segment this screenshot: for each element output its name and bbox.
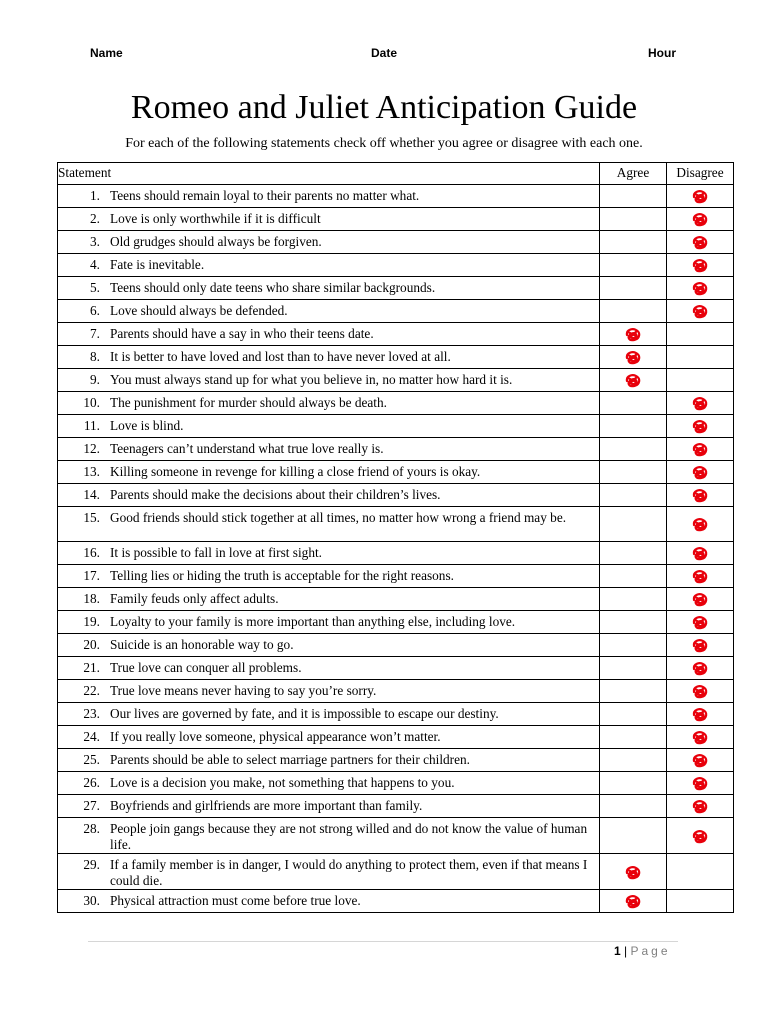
table-row [58, 703, 734, 726]
agree-checkbox-cell[interactable] [600, 726, 667, 749]
check-mark-scribble-icon [692, 443, 708, 456]
statement-number: 26. [83, 775, 100, 790]
agree-column-header: Agree [600, 163, 667, 185]
disagree-checkbox-cell[interactable] [667, 438, 734, 461]
statement-number: 18. [83, 591, 100, 606]
statement-text: Love is a decision you make, not something that happens to you. [110, 775, 455, 790]
statement-text: Suicide is an honorable way to go. [110, 637, 294, 652]
table-row [58, 818, 734, 854]
disagree-checkbox-cell[interactable] [667, 185, 734, 208]
table-row [58, 277, 734, 300]
disagree-checkbox-cell[interactable] [667, 890, 734, 913]
statement-number: 27. [83, 798, 100, 813]
agree-checkbox-cell[interactable] [600, 634, 667, 657]
statement-number: 2. [90, 211, 100, 226]
statement-text: Parents should have a say in who their teens date. [110, 326, 374, 341]
name-label: Name [90, 46, 123, 60]
statement-text: It is possible to fall in love at first sight. [110, 545, 322, 560]
statement-text: Old grudges should always be forgiven. [110, 234, 322, 249]
footer-separator: | [624, 944, 628, 958]
disagree-checkbox-cell[interactable] [667, 300, 734, 323]
statement-number: 1. [90, 188, 100, 203]
statement-number: 24. [83, 729, 100, 744]
table-row [58, 208, 734, 231]
statement-number: 6. [90, 303, 100, 318]
page-title: Romeo and Juliet Anticipation Guide [130, 89, 638, 126]
statement-number: 12. [83, 441, 100, 456]
statement-text: You must always stand up for what you believe in, no matter how hard it is. [110, 372, 513, 387]
statement-cell [58, 231, 600, 254]
table-row [58, 611, 734, 634]
check-mark-scribble-icon [692, 305, 708, 318]
check-mark-scribble-icon [692, 489, 708, 502]
check-mark-scribble-icon [692, 259, 708, 272]
statement-number: 21. [83, 660, 100, 675]
table-row [58, 588, 734, 611]
statement-cell [58, 772, 600, 795]
statement-text: Teenagers can’t understand what true love really is. [110, 441, 384, 456]
agree-checkbox-cell[interactable] [600, 277, 667, 300]
check-mark-scribble-icon [692, 397, 708, 410]
check-mark-scribble-icon [692, 662, 708, 675]
statement-number: 10. [83, 395, 100, 410]
table-row [58, 657, 734, 680]
table-row [58, 254, 734, 277]
statement-number: 14. [83, 487, 100, 502]
table-row [58, 890, 734, 913]
statement-text: People join gangs because they are not strong willed and do not know the value of human life. [110, 821, 588, 852]
statement-text: Parents should make the decisions about their children’s lives. [110, 487, 441, 502]
statement-text: Good friends should stick together at all times, no matter how wrong a friend may be. [110, 510, 567, 525]
table-row [58, 392, 734, 415]
statement-number: 25. [83, 752, 100, 767]
table-row [58, 323, 734, 346]
header-row [0, 46, 768, 64]
statement-cell [58, 185, 600, 208]
agree-checkbox-cell[interactable] [600, 749, 667, 772]
check-mark-scribble-icon [692, 616, 708, 629]
statement-cell [58, 565, 600, 588]
statement-cell [58, 323, 600, 346]
statement-number: 23. [83, 706, 100, 721]
agree-checkbox-cell[interactable] [600, 392, 667, 415]
table-row [58, 542, 734, 565]
table-row [58, 507, 734, 542]
disagree-checkbox-cell[interactable] [667, 772, 734, 795]
agree-checkbox-cell[interactable] [600, 657, 667, 680]
table-header-row [58, 163, 734, 185]
statement-cell [58, 415, 600, 438]
statement-cell [58, 461, 600, 484]
statement-number: 30. [83, 893, 100, 908]
statement-cell [58, 890, 600, 913]
table-row [58, 438, 734, 461]
date-label: Date [371, 46, 398, 60]
statement-cell [58, 392, 600, 415]
table-row [58, 749, 734, 772]
table-row [58, 634, 734, 657]
statement-text: The punishment for murder should always be death. [110, 395, 387, 410]
statement-number: 8. [90, 349, 100, 364]
statement-text: True love can conquer all problems. [110, 660, 302, 675]
agree-checkbox-cell[interactable] [600, 703, 667, 726]
disagree-checkbox-cell[interactable] [667, 680, 734, 703]
check-mark-scribble-icon [692, 213, 708, 226]
check-mark-scribble-icon [692, 754, 708, 767]
statement-text: Love is only worthwhile if it is difficult [110, 211, 321, 226]
agree-checkbox-cell[interactable] [600, 611, 667, 634]
statement-cell [58, 749, 600, 772]
table-row [58, 369, 734, 392]
statement-cell [58, 726, 600, 749]
statement-cell [58, 438, 600, 461]
statement-number: 22. [83, 683, 100, 698]
check-mark-scribble-icon [692, 570, 708, 583]
statement-cell [58, 346, 600, 369]
table-row [58, 346, 734, 369]
disagree-checkbox-cell[interactable] [667, 369, 734, 392]
statement-number: 13. [83, 464, 100, 479]
agree-checkbox-cell[interactable] [600, 323, 667, 346]
agree-checkbox-cell[interactable] [600, 542, 667, 565]
statement-text: Killing someone in revenge for killing a close friend of yours is okay. [110, 464, 481, 479]
disagree-checkbox-cell[interactable] [667, 726, 734, 749]
disagree-checkbox-cell[interactable] [667, 749, 734, 772]
hour-label: Hour [648, 46, 676, 60]
table-row [58, 772, 734, 795]
agree-checkbox-cell[interactable] [600, 208, 667, 231]
statement-number: 16. [83, 545, 100, 560]
check-mark-scribble-icon [692, 466, 708, 479]
instructions: For each of the following statements check off whether you agree or disagree with each one. [125, 136, 643, 151]
table-row [58, 484, 734, 507]
check-mark-scribble-icon [692, 593, 708, 606]
statement-text: Love is blind. [110, 418, 184, 433]
statement-cell [58, 277, 600, 300]
agree-checkbox-cell[interactable] [600, 461, 667, 484]
agree-checkbox-cell[interactable] [600, 438, 667, 461]
page-footer [614, 944, 671, 958]
agree-checkbox-cell[interactable] [600, 369, 667, 392]
disagree-checkbox-cell[interactable] [667, 854, 734, 890]
page-word: Page [630, 944, 671, 958]
agree-checkbox-cell[interactable] [600, 818, 667, 854]
check-mark-scribble-icon [692, 731, 708, 744]
statement-number: 20. [83, 637, 100, 652]
statement-text: Parents should be able to select marriage partners for their children. [110, 752, 470, 767]
statement-number: 28. [83, 821, 100, 836]
check-mark-scribble-icon [692, 547, 708, 560]
agree-checkbox-cell[interactable] [600, 795, 667, 818]
table-row [58, 231, 734, 254]
agree-checkbox-cell[interactable] [600, 565, 667, 588]
check-mark-scribble-icon [692, 190, 708, 203]
check-mark-scribble-icon [692, 518, 708, 531]
check-mark-scribble-icon [625, 351, 641, 364]
check-mark-scribble-icon [692, 800, 708, 813]
agree-checkbox-cell[interactable] [600, 680, 667, 703]
agree-checkbox-cell[interactable] [600, 231, 667, 254]
statement-text: Fate is inevitable. [110, 257, 205, 272]
statement-column-header: Statement [58, 163, 600, 185]
statement-number: 29. [83, 857, 100, 872]
statement-text: Teens should only date teens who share similar backgrounds. [110, 280, 436, 295]
statement-number: 9. [90, 372, 100, 387]
check-mark-scribble-icon [625, 328, 641, 341]
table-body [58, 185, 734, 913]
agree-checkbox-cell[interactable] [600, 254, 667, 277]
statement-text: If you really love someone, physical appearance won’t matter. [110, 729, 441, 744]
disagree-checkbox-cell[interactable] [667, 484, 734, 507]
statement-cell [58, 369, 600, 392]
disagree-checkbox-cell[interactable] [667, 703, 734, 726]
disagree-checkbox-cell[interactable] [667, 818, 734, 854]
statement-number: 7. [90, 326, 100, 341]
statement-number: 19. [83, 614, 100, 629]
statement-text: Love should always be defended. [110, 303, 288, 318]
statement-text: Our lives are governed by fate, and it is impossible to escape our destiny. [110, 706, 499, 721]
table-row [58, 680, 734, 703]
agree-checkbox-cell[interactable] [600, 185, 667, 208]
footer-divider [88, 941, 678, 942]
statement-cell [58, 254, 600, 277]
disagree-checkbox-cell[interactable] [667, 346, 734, 369]
disagree-checkbox-cell[interactable] [667, 634, 734, 657]
statement-cell [58, 507, 600, 542]
disagree-checkbox-cell[interactable] [667, 415, 734, 438]
statement-cell [58, 484, 600, 507]
table-row [58, 854, 734, 890]
statement-number: 5. [90, 280, 100, 295]
statement-text: Physical attraction must come before true love. [110, 893, 361, 908]
statement-cell [58, 300, 600, 323]
agree-checkbox-cell[interactable] [600, 415, 667, 438]
statement-text: Family feuds only affect adults. [110, 591, 279, 606]
check-mark-scribble-icon [692, 236, 708, 249]
table-row [58, 415, 734, 438]
statement-number: 17. [83, 568, 100, 583]
check-mark-scribble-icon [692, 708, 708, 721]
disagree-checkbox-cell[interactable] [667, 323, 734, 346]
check-mark-scribble-icon [692, 420, 708, 433]
table-row [58, 565, 734, 588]
table-row [58, 726, 734, 749]
disagree-column-header: Disagree [667, 163, 734, 185]
check-mark-scribble-icon [625, 895, 641, 908]
disagree-checkbox-cell[interactable] [667, 461, 734, 484]
statement-cell [58, 818, 600, 854]
statement-text: If a family member is in danger, I would do anything to protect them, even if that means I could die. [110, 857, 588, 888]
statement-number: 11. [83, 418, 100, 433]
disagree-checkbox-cell[interactable] [667, 565, 734, 588]
disagree-checkbox-cell[interactable] [667, 208, 734, 231]
disagree-checkbox-cell[interactable] [667, 254, 734, 277]
statement-cell [58, 611, 600, 634]
check-mark-scribble-icon [692, 282, 708, 295]
statement-number: 15. [83, 510, 100, 525]
statement-cell [58, 542, 600, 565]
table-row [58, 461, 734, 484]
anticipation-table [57, 162, 734, 913]
disagree-checkbox-cell[interactable] [667, 392, 734, 415]
disagree-checkbox-cell[interactable] [667, 277, 734, 300]
statement-cell [58, 703, 600, 726]
statement-cell [58, 795, 600, 818]
statement-text: Boyfriends and girlfriends are more important than family. [110, 798, 423, 813]
page-number: 1 [614, 944, 621, 958]
statement-number: 3. [90, 234, 100, 249]
statement-cell [58, 588, 600, 611]
table-row [58, 795, 734, 818]
agree-checkbox-cell[interactable] [600, 588, 667, 611]
statement-cell [58, 657, 600, 680]
statement-text: Loyalty to your family is more important than anything else, including love. [110, 614, 516, 629]
disagree-checkbox-cell[interactable] [667, 231, 734, 254]
check-mark-scribble-icon [692, 777, 708, 790]
statement-number: 4. [90, 257, 100, 272]
disagree-checkbox-cell[interactable] [667, 657, 734, 680]
agree-checkbox-cell[interactable] [600, 854, 667, 890]
statement-text: True love means never having to say you’re sorry. [110, 683, 377, 698]
agree-checkbox-cell[interactable] [600, 346, 667, 369]
agree-checkbox-cell[interactable] [600, 484, 667, 507]
check-mark-scribble-icon [692, 685, 708, 698]
agree-checkbox-cell[interactable] [600, 300, 667, 323]
check-mark-scribble-icon [625, 866, 641, 879]
disagree-checkbox-cell[interactable] [667, 542, 734, 565]
statement-text: It is better to have loved and lost than to have never loved at all. [110, 349, 451, 364]
statement-text: Teens should remain loyal to their parents no matter what. [110, 188, 420, 203]
agree-checkbox-cell[interactable] [600, 507, 667, 542]
table-row [58, 185, 734, 208]
agree-checkbox-cell[interactable] [600, 772, 667, 795]
disagree-checkbox-cell[interactable] [667, 611, 734, 634]
agree-checkbox-cell[interactable] [600, 890, 667, 913]
check-mark-scribble-icon [692, 830, 708, 843]
disagree-checkbox-cell[interactable] [667, 507, 734, 542]
disagree-checkbox-cell[interactable] [667, 795, 734, 818]
check-mark-scribble-icon [625, 374, 641, 387]
statement-text: Telling lies or hiding the truth is acceptable for the right reasons. [110, 568, 454, 583]
disagree-checkbox-cell[interactable] [667, 588, 734, 611]
check-mark-scribble-icon [692, 639, 708, 652]
statement-cell [58, 680, 600, 703]
statement-cell [58, 854, 600, 890]
table-row [58, 300, 734, 323]
statement-cell [58, 208, 600, 231]
statement-cell [58, 634, 600, 657]
